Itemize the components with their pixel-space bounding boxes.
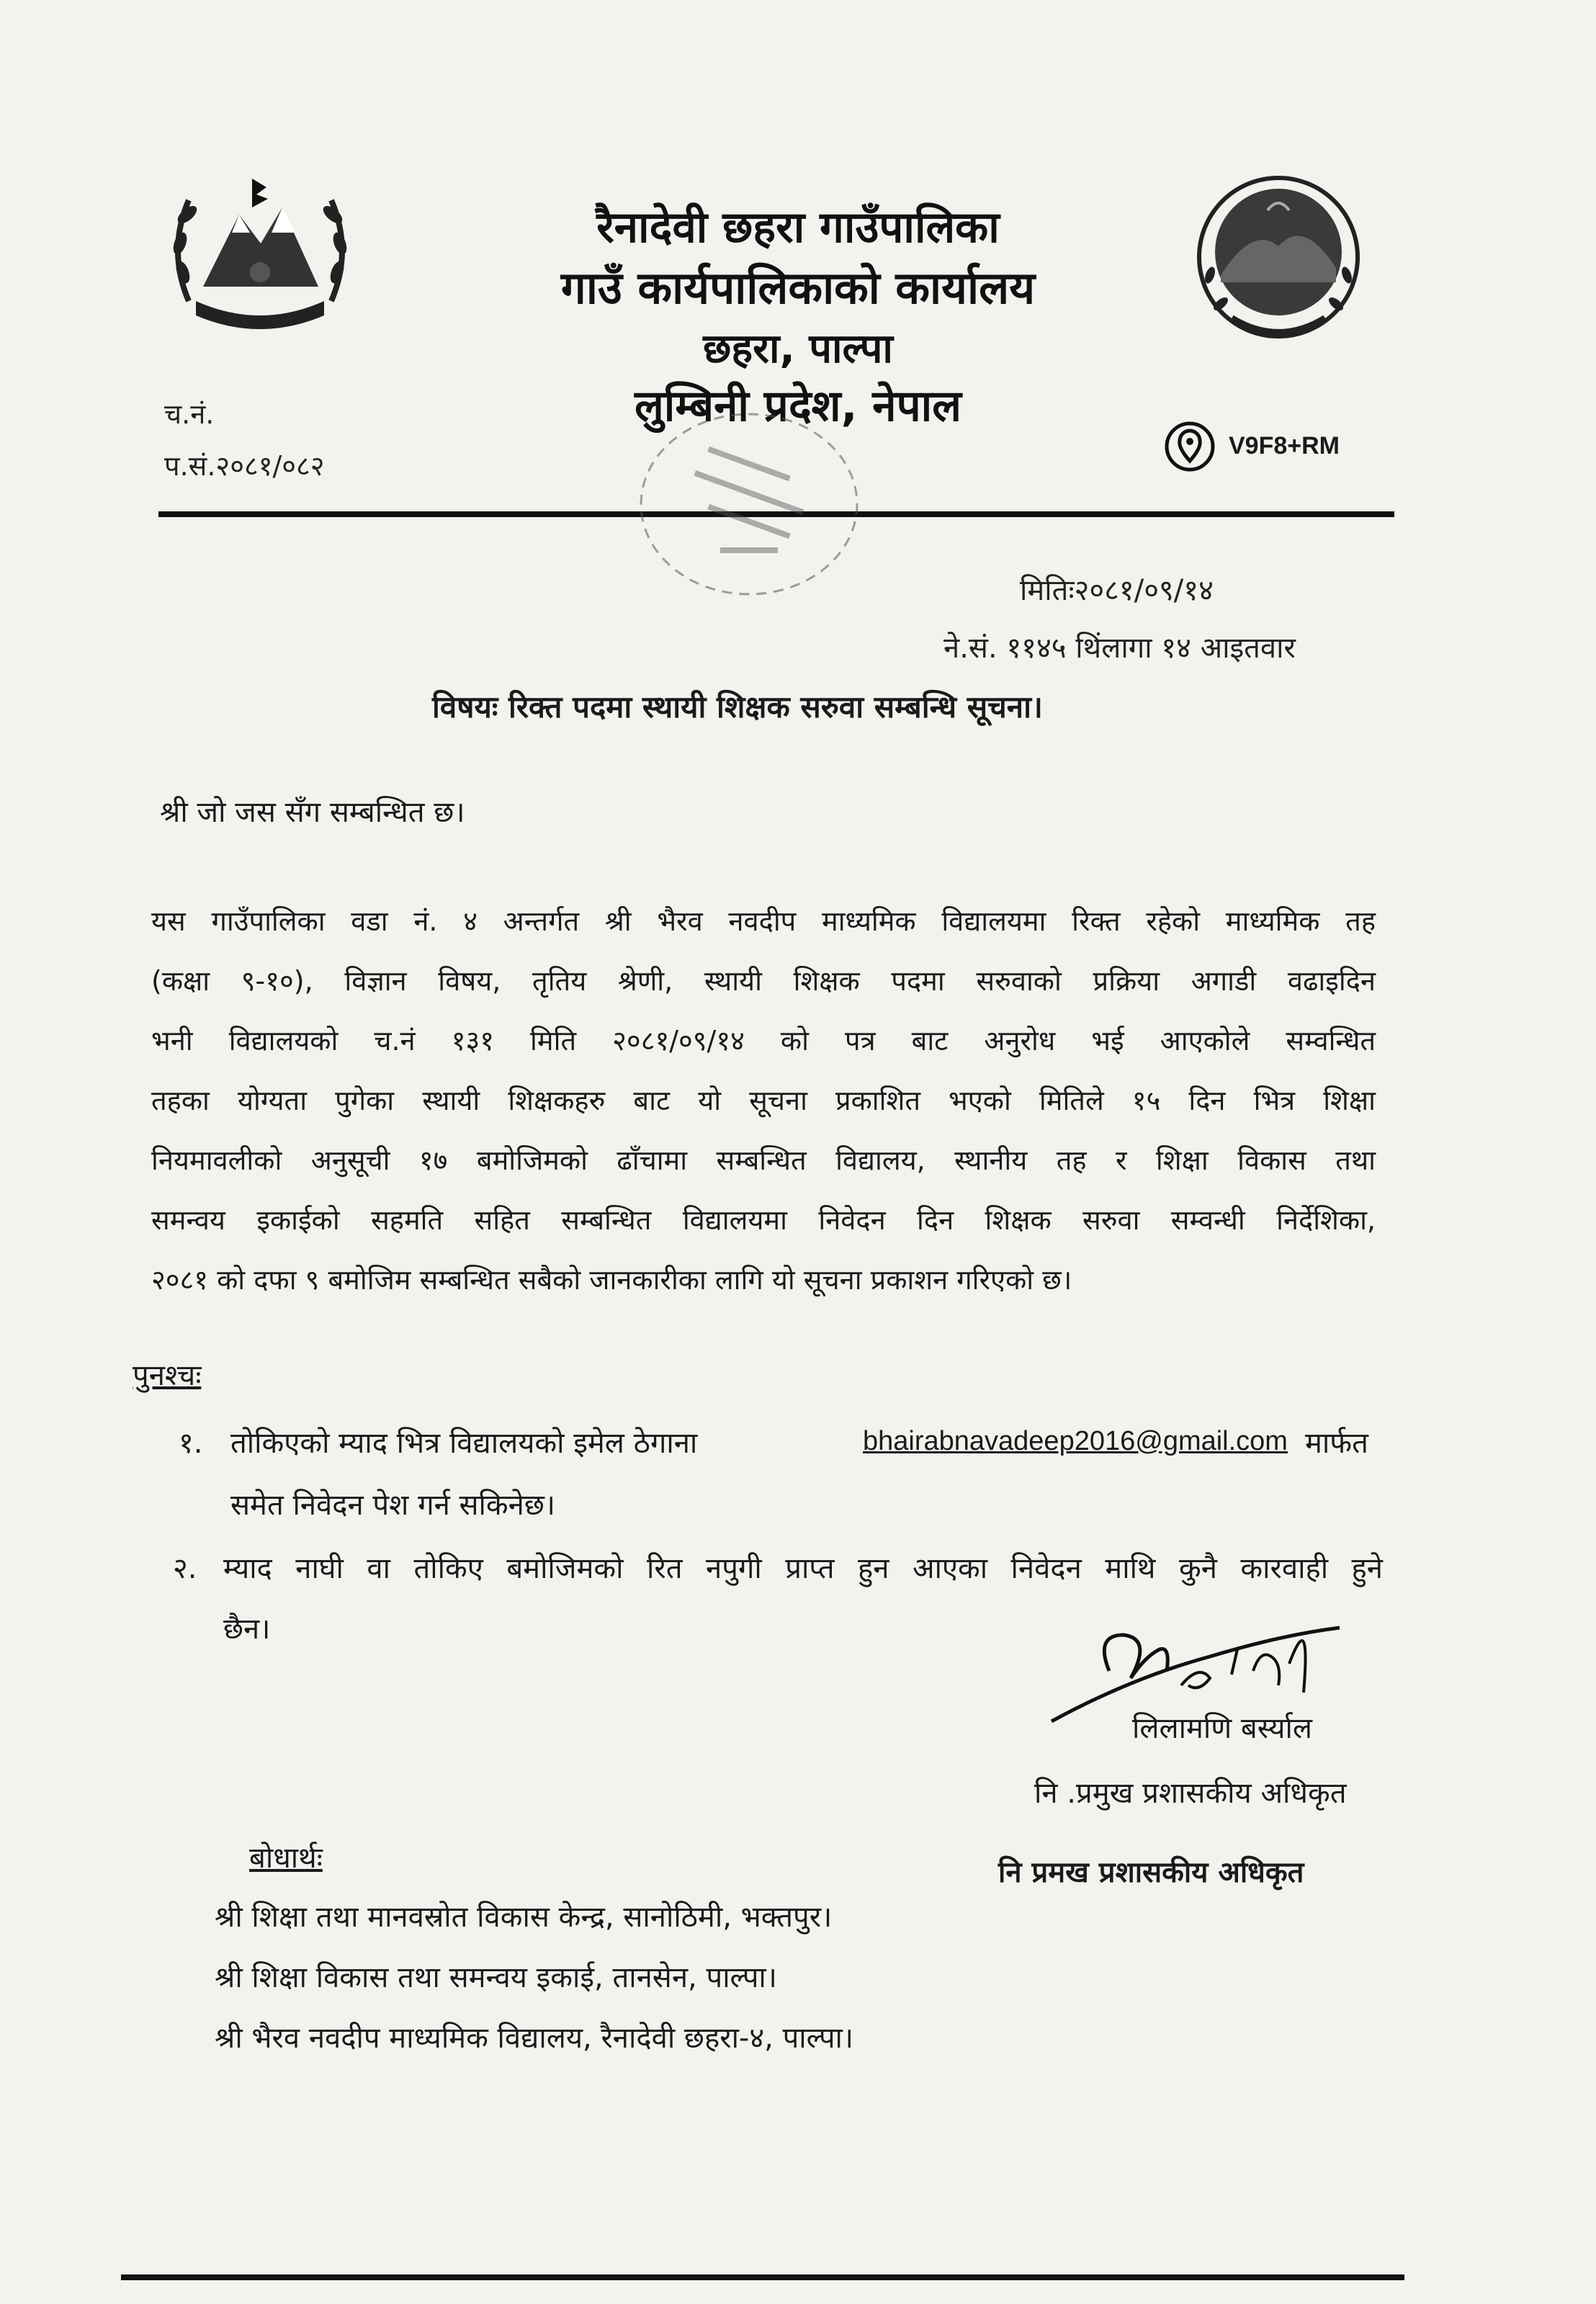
- location-pin-icon: [1164, 421, 1216, 472]
- office-title-line2: गाउँ कार्यपालिकाको कार्यालय: [560, 261, 1036, 314]
- body-line: तहका योग्यता पुगेका स्थायी शिक्षकहरु बाट यो सूचना प्रकाशित भएको मितिले १५ दिन भित्र शिक्षा: [151, 1085, 1376, 1116]
- postscript-item2-cont: छैन।: [223, 1613, 271, 1646]
- cc-line: श्री शिक्षा विकास तथा समन्वय इकाई, तानसेन, पाल्पा।: [215, 1961, 777, 1994]
- body-line: समन्वय इकाईको सहमति सहित सम्बन्धित विद्यालयमा निवेदन दिन शिक्षक सरुवा सम्वन्धी निर्देशिका,: [151, 1204, 1376, 1236]
- signatory-stamp: नि प्रमख प्रशासकीय अधिकृत: [998, 1856, 1304, 1889]
- cc-heading: बोधार्थः: [249, 1842, 323, 1875]
- body-line: नियमावलीको अनुसूची १७ बमोजिमको ढाँचामा सम्बन्धित विद्यालय, स्थानीय तह र शिक्षा विकास तथा: [151, 1144, 1376, 1176]
- office-title-line4: लुम्बिनी प्रदेश, नेपाल: [635, 381, 961, 431]
- date-nepal-sambat: ने.सं. ११४५ थिंलागा १४ आइतवार: [943, 632, 1296, 665]
- cc-line: श्री भैरव नवदीप माध्यमिक विद्यालय, रैनादेवी छहरा-४, पाल्पा।: [215, 2022, 854, 2055]
- office-seal-stamp: [627, 403, 871, 612]
- school-email-link[interactable]: bhairabnavadeep2016@gmail.com: [863, 1426, 1288, 1456]
- footer-divider: [121, 2274, 1404, 2280]
- body-line: यस गाउँपालिका वडा नं. ४ अन्तर्गत श्री भैरव नवदीप माध्यमिक विद्यालयमा रिक्त रहेको माध्यमिक तह: [151, 905, 1376, 937]
- date-miti: मितिः२०८१/०९/१४: [1020, 574, 1214, 607]
- ref-cha-no: च.नं.: [164, 398, 215, 430]
- signatory-title: नि .प्रमुख प्रशासकीय अधिकृत: [1034, 1777, 1347, 1810]
- salutation: श्री जो जस सँग सम्बन्धित छ।: [160, 796, 465, 829]
- postscript-heading: पुनश्चः: [133, 1359, 202, 1392]
- postscript-item1-cont: समेत निवेदन पेश गर्न सकिनेछ।: [230, 1489, 556, 1522]
- cc-line: श्री शिक्षा तथा मानवस्रोत विकास केन्द्र, सानोठिमी, भक्तपुर।: [215, 1901, 833, 1934]
- office-title-line1: रैनादेवी छहरा गाउँपालिका: [596, 202, 1000, 253]
- postscript-item1-text: मार्फत: [1305, 1427, 1368, 1460]
- postscript-item1-text: तोकिएको म्याद भित्र विद्यालयको इमेल ठेगाना: [230, 1427, 698, 1460]
- postscript-item-number: १.: [179, 1427, 203, 1460]
- signatory-name: लिलामणि बर्स्याल: [1132, 1712, 1312, 1745]
- body-line: २०८१ को दफा ९ बमोजिम सम्बन्धित सबैको जानकारीका लागि यो सूचना प्रकाशन गरिएको छ।: [151, 1264, 1072, 1296]
- ref-pa-sam: प.सं.२०८१/०८२: [164, 450, 325, 482]
- postscript-item2-text: म्याद नाघी वा तोकिए बमोजिमको रित नपुगी प्राप्त हुन आएका निवेदन माथि कुनै कारवाही हुने: [223, 1552, 1383, 1585]
- office-title-line3: छहरा, पाल्पा: [703, 326, 893, 372]
- postscript-item-number: २.: [173, 1552, 197, 1585]
- plus-code: V9F8+RM: [1229, 432, 1340, 460]
- body-line: भनी विद्यालयको च.नं १३१ मिति २०८१/०९/१४ को पत्र बाट अनुरोध भई आएकोले सम्वन्धित: [151, 1025, 1376, 1057]
- subject-line: विषयः रिक्त पदमा स्थायी शिक्षक सरुवा सम्बन्धि सूचना।: [432, 689, 1043, 725]
- body-line: (कक्षा ९-१०), विज्ञान विषय, तृतिय श्रेणी, स्थायी शिक्षक पदमा सरुवाको प्रक्रिया अगाडी वढाइदिन: [151, 965, 1376, 997]
